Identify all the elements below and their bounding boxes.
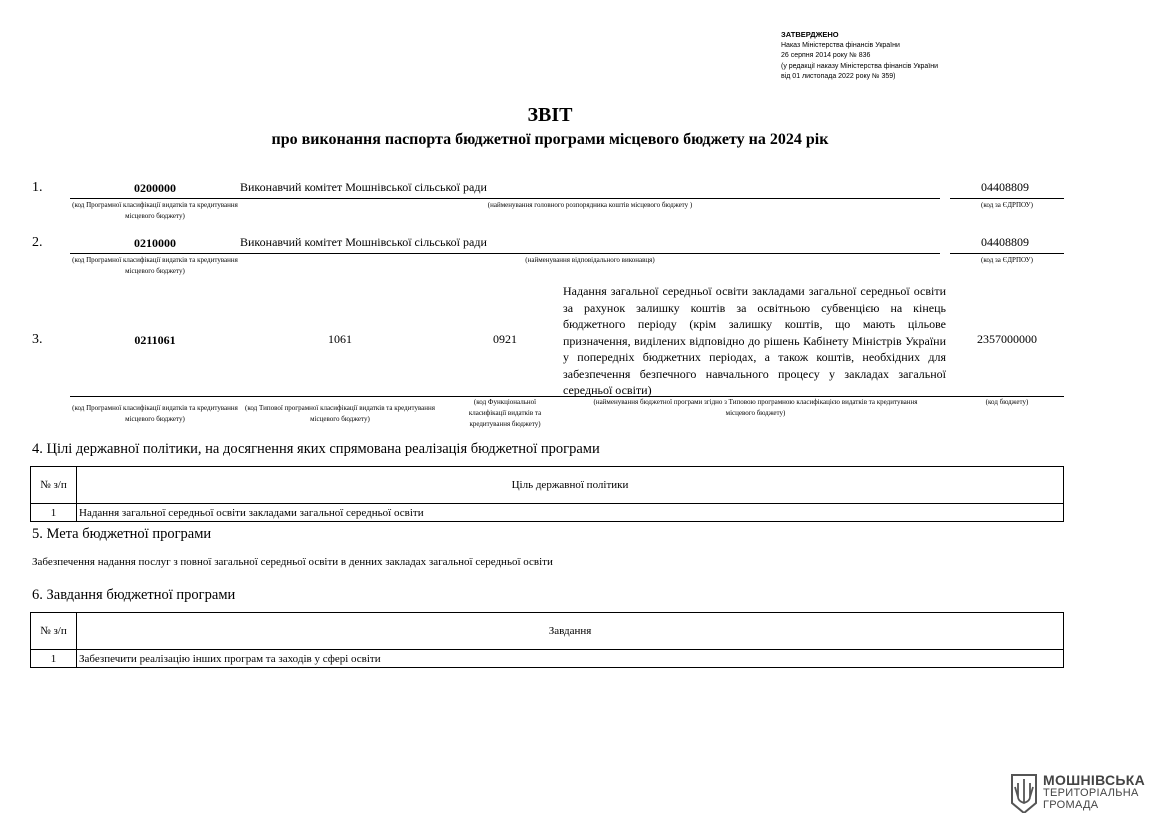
- row3-program-code: 0211061: [134, 333, 176, 347]
- approval-block: [781, 30, 938, 83]
- page-title: ЗВІТ: [527, 104, 573, 126]
- divider: [240, 198, 940, 199]
- divider: [70, 198, 240, 199]
- goals-col-goal: Ціль державної політики: [77, 467, 1064, 504]
- tasks-table: [30, 612, 1064, 668]
- row3-typical-caption: (код Типової програмної класифікації видатків та кредитування місцевого бюджету): [245, 404, 435, 423]
- approval-line: 26 серпня 2014 року № 836: [781, 52, 871, 59]
- row1-name-caption: (найменування головного розпорядника коштів місцевого бюджету ): [487, 201, 693, 209]
- logo-line2: ТЕРИТОРІАЛЬНА: [1043, 787, 1139, 799]
- community-logo: [1010, 772, 1146, 818]
- section6-heading: 6. Завдання бюджетної програми: [32, 587, 236, 603]
- row3-typical-code: 1061: [328, 332, 352, 346]
- row1-code-caption: (код Програмної класифікації видатків та кредитування місцевого бюджету): [72, 201, 238, 220]
- divider: [70, 253, 240, 254]
- section5-text: Забезпечення надання послуг з повної загальної середньої освіти в денних закладах загальної середньої освіти: [32, 556, 553, 568]
- tasks-col-task: Завдання: [77, 613, 1064, 650]
- row1-program-code: 0200000: [134, 181, 176, 195]
- row2-program-code: 0210000: [134, 236, 176, 250]
- row2-number: 2.: [32, 235, 43, 250]
- section5-heading: 5. Мета бюджетної програми: [32, 526, 212, 542]
- row3-functional-code: 0921: [493, 332, 517, 346]
- row1-manager-name: Виконавчий комітет Мошнівської сільської ради: [240, 180, 487, 194]
- tasks-row-num: 1: [31, 650, 77, 668]
- row3-budget-code: 2357000000: [977, 332, 1037, 346]
- row3-name-caption: (найменування бюджетної програми згідно з Типовою програмною класифікацією видатків та кредитування місцевого бюджету): [593, 398, 918, 417]
- goals-col-num: № з/п: [31, 467, 77, 504]
- row2-edrpou-caption: (код за ЄДРПОУ): [981, 256, 1033, 264]
- divider: [950, 253, 1064, 254]
- row3-budget-caption: (код бюджету): [985, 398, 1029, 406]
- approval-line: Наказ Міністерства фінансів України: [781, 41, 900, 49]
- logo-line3: ГРОМАДА: [1043, 799, 1099, 811]
- row2-code-caption: (код Програмної класифікації видатків та кредитування місцевого бюджету): [72, 256, 238, 275]
- page-subtitle: про виконання паспорта бюджетної програми місцевого бюджету на 2024 рік: [271, 131, 829, 148]
- row2-executor-name: Виконавчий комітет Мошнівської сільської ради: [240, 235, 487, 249]
- approval-line: від 01 листопада 2022 року № 359): [781, 73, 896, 80]
- row1-number: 1.: [32, 180, 43, 195]
- trident-icon: [1010, 773, 1038, 813]
- approval-line: (у редакції наказу Міністерства фінансів України: [781, 62, 939, 70]
- row3-number: 3.: [32, 332, 43, 347]
- row3-program-name: Надання загальної середньої освіти закладами загальної середньої освіти за рахунок залишку коштів за освітньою субвенцією на кінець бюджетного періоду (крім залишку коштів, що мають цільове призначення, виділених відповідно до рішень Кабінету Міністрів України у попередніх бюджетних періодах, а також коштів, необхідних для забезпечення безпечного навчального процесу у закладах загальної середньої освіти): [563, 284, 946, 397]
- tasks-row-text: Забезпечити реалізацію інших програм та заходів у сфері освіти: [77, 650, 1064, 668]
- divider: [950, 198, 1064, 199]
- approval-title: ЗАТВЕРДЖЕНО: [781, 30, 839, 39]
- row1-edrpou-caption: (код за ЄДРПОУ): [981, 201, 1033, 209]
- divider: [240, 253, 940, 254]
- goals-table: [30, 466, 1064, 522]
- section4-heading: 4. Цілі державної політики, на досягнення яких спрямована реалізація бюджетної програми: [32, 441, 600, 457]
- tasks-col-num: № з/п: [31, 613, 77, 650]
- row3-code-caption: (код Програмної класифікації видатків та кредитування місцевого бюджету): [72, 404, 238, 423]
- row1-edrpou: 04408809: [981, 180, 1029, 194]
- row2-edrpou: 04408809: [981, 235, 1029, 249]
- row2-name-caption: (найменування відповідального виконавця): [525, 256, 655, 264]
- row3-functional-caption: (код Функціональної класифікації видатків та кредитування бюджету): [468, 398, 542, 428]
- goals-row-num: 1: [31, 504, 77, 522]
- logo-line1: МОШНІВСЬКА: [1043, 772, 1146, 788]
- goals-row-text: Надання загальної середньої освіти закладами загальної середньої освіти: [77, 504, 1064, 522]
